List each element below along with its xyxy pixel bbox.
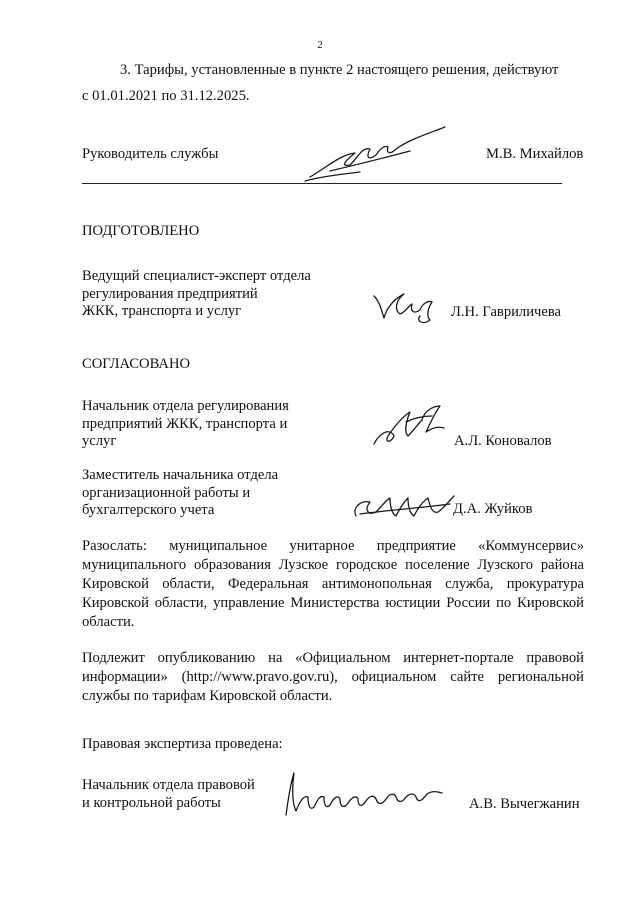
head-position: Руководитель службы <box>82 146 219 162</box>
agreed-signer-1-position <box>82 398 328 451</box>
agreed-signer-1-name: А.Л. Коновалов <box>454 433 552 449</box>
legal-position-line: Начальник отдела правовой <box>82 777 255 793</box>
signature-divider <box>82 183 562 184</box>
head-name: М.В. Михайлов <box>486 146 584 162</box>
publication-text: Подлежит опубликованию на «Официальном интернет-портале правовой информации» (http://www.pravo.gov.ru), официальном сайте региональной службы по тарифам Кировской области. <box>82 650 584 704</box>
legal-position <box>82 777 255 812</box>
prepared-position <box>82 268 311 321</box>
prepared-position-line: регулирования предприятий <box>82 285 258 302</box>
legal-signature-icon <box>280 765 460 820</box>
distribution-text: Разослать: муниципальное унитарное предприятие «Коммунсервис» муниципального образования Лузское городское поселение Лузского района Кировской области, Федеральная антимонопольная служба, прокуратура Кировской области, управление Министерства юстиции России по Кировской области. <box>82 538 584 630</box>
clause-3-line-1: 3. Тарифы, установленные в пункте 2 настоящего решения, действуют <box>120 62 559 78</box>
agreed-signer-1-position-line: предприятий ЖКК, транспорта и <box>82 415 288 432</box>
agreed-signer-1-position-line: Начальник отдела регулирования <box>82 398 289 414</box>
legal-position-line: и контрольной работы <box>82 794 221 811</box>
prepared-name: Л.Н. Гавриличева <box>451 304 562 320</box>
page-number: 2 <box>317 39 323 51</box>
clause-3-line-2: с 01.01.2021 по 31.12.2025. <box>82 88 250 104</box>
prepared-position-line: ЖКК, транспорта и услуг <box>82 303 242 319</box>
agreed-signer-2-signature-icon <box>350 490 460 525</box>
agreed-signer-2-position-line: организационной работы и <box>82 484 251 501</box>
head-signature-icon <box>300 125 450 185</box>
agreed-signer-1-position-line: услуг <box>82 433 117 449</box>
agreed-signer-2-position-line: Заместитель начальника отдела <box>82 467 279 483</box>
agreed-signer-2-position-line: бухгалтерского учета <box>82 502 215 518</box>
legal-name: А.В. Вычегжанин <box>469 796 580 812</box>
prepared-position-line: Ведущий специалист-эксперт отдела <box>82 268 311 284</box>
prepared-heading: ПОДГОТОВЛЕНО <box>82 223 200 239</box>
agreed-signer-2-name: Д.А. Жуйков <box>453 501 533 517</box>
agreed-heading: СОГЛАСОВАНО <box>82 356 191 372</box>
prepared-signature-icon <box>370 290 440 330</box>
agreed-signer-2-position <box>82 467 328 520</box>
agreed-signer-1-signature-icon <box>370 402 450 452</box>
legal-statement: Правовая экспертиза проведена: <box>82 736 283 752</box>
